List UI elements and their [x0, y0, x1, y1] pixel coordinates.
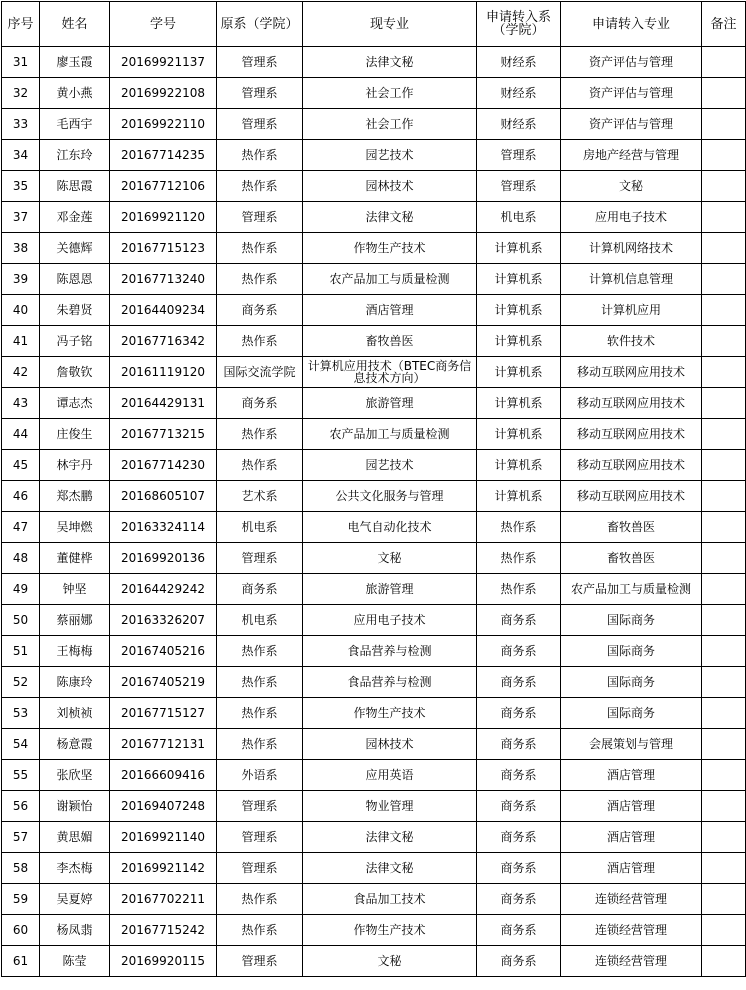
- cell-name: 庄俊生: [40, 419, 110, 450]
- cell-no: 33: [2, 109, 40, 140]
- cell-name: 毛西宇: [40, 109, 110, 140]
- cell-dept: 艺术系: [217, 481, 303, 512]
- cell-dept: 外语系: [217, 760, 303, 791]
- cell-id: 20167716342: [110, 326, 217, 357]
- cell-note: [702, 791, 746, 822]
- header-note: 备注: [702, 2, 746, 47]
- cell-no: 50: [2, 605, 40, 636]
- cell-target-dept: 商务系: [477, 853, 561, 884]
- cell-major: 畜牧兽医: [303, 326, 477, 357]
- cell-target-major: 会展策划与管理: [561, 729, 702, 760]
- cell-target-dept: 计算机系: [477, 419, 561, 450]
- cell-dept: 管理系: [217, 543, 303, 574]
- cell-dept: 热作系: [217, 264, 303, 295]
- cell-note: [702, 884, 746, 915]
- cell-note: [702, 729, 746, 760]
- cell-target-dept: 商务系: [477, 884, 561, 915]
- cell-target-major: 移动互联网应用技术: [561, 419, 702, 450]
- cell-target-major: 酒店管理: [561, 791, 702, 822]
- cell-no: 37: [2, 202, 40, 233]
- cell-target-dept: 管理系: [477, 171, 561, 202]
- cell-note: [702, 946, 746, 977]
- cell-id: 20169921137: [110, 47, 217, 78]
- cell-note: [702, 357, 746, 388]
- cell-target-major: 国际商务: [561, 667, 702, 698]
- cell-major: 园艺技术: [303, 450, 477, 481]
- table-row: [2, 78, 746, 109]
- cell-target-major: 农产品加工与质量检测: [561, 574, 702, 605]
- cell-no: 59: [2, 884, 40, 915]
- cell-id: 20167715123: [110, 233, 217, 264]
- table-row: [2, 543, 746, 574]
- cell-name: 林宇丹: [40, 450, 110, 481]
- cell-target-major: 文秘: [561, 171, 702, 202]
- cell-target-major: 酒店管理: [561, 853, 702, 884]
- cell-target-major: 应用电子技术: [561, 202, 702, 233]
- cell-dept: 商务系: [217, 388, 303, 419]
- cell-name: 李杰梅: [40, 853, 110, 884]
- cell-name: 杨意霞: [40, 729, 110, 760]
- cell-dept: 管理系: [217, 946, 303, 977]
- cell-major: 文秘: [303, 946, 477, 977]
- cell-target-dept: 商务系: [477, 636, 561, 667]
- cell-no: 51: [2, 636, 40, 667]
- cell-no: 34: [2, 140, 40, 171]
- cell-dept: 管理系: [217, 47, 303, 78]
- cell-dept: 商务系: [217, 295, 303, 326]
- cell-no: 35: [2, 171, 40, 202]
- cell-major: 园林技术: [303, 729, 477, 760]
- cell-target-dept: 计算机系: [477, 357, 561, 388]
- cell-name: 吴夏婷: [40, 884, 110, 915]
- cell-target-major: 移动互联网应用技术: [561, 357, 702, 388]
- table-row: [2, 698, 746, 729]
- cell-name: 詹敬钦: [40, 357, 110, 388]
- transfer-table: [1, 1, 746, 977]
- cell-target-dept: 热作系: [477, 512, 561, 543]
- cell-id: 20167715127: [110, 698, 217, 729]
- header-dept: 原系（学院）: [217, 2, 303, 47]
- cell-id: 20169921142: [110, 853, 217, 884]
- cell-dept: 国际交流学院: [217, 357, 303, 388]
- cell-target-dept: 计算机系: [477, 295, 561, 326]
- cell-name: 关德辉: [40, 233, 110, 264]
- cell-target-major: 连锁经营管理: [561, 946, 702, 977]
- table-row: [2, 450, 746, 481]
- cell-name: 蔡丽娜: [40, 605, 110, 636]
- cell-note: [702, 481, 746, 512]
- cell-major: 园艺技术: [303, 140, 477, 171]
- cell-id: 20168605107: [110, 481, 217, 512]
- cell-dept: 热作系: [217, 636, 303, 667]
- cell-name: 郑杰鹏: [40, 481, 110, 512]
- cell-note: [702, 574, 746, 605]
- cell-note: [702, 295, 746, 326]
- cell-major: 食品营养与检测: [303, 667, 477, 698]
- cell-major: 电气自动化技术: [303, 512, 477, 543]
- table-row: [2, 853, 746, 884]
- cell-name: 陈恩恩: [40, 264, 110, 295]
- cell-dept: 管理系: [217, 78, 303, 109]
- table-row: [2, 47, 746, 78]
- cell-no: 39: [2, 264, 40, 295]
- table-row: [2, 884, 746, 915]
- cell-target-dept: 机电系: [477, 202, 561, 233]
- cell-target-dept: 商务系: [477, 760, 561, 791]
- cell-id: 20169921120: [110, 202, 217, 233]
- cell-id: 20169922108: [110, 78, 217, 109]
- cell-target-major: 计算机网络技术: [561, 233, 702, 264]
- cell-id: 20169920136: [110, 543, 217, 574]
- table-row: [2, 667, 746, 698]
- cell-target-dept: 计算机系: [477, 264, 561, 295]
- cell-target-dept: 商务系: [477, 791, 561, 822]
- cell-target-dept: 热作系: [477, 574, 561, 605]
- cell-dept: 热作系: [217, 667, 303, 698]
- cell-major: 法律文秘: [303, 202, 477, 233]
- table-row: [2, 481, 746, 512]
- cell-id: 20167702211: [110, 884, 217, 915]
- cell-id: 20164409234: [110, 295, 217, 326]
- cell-target-dept: 管理系: [477, 140, 561, 171]
- cell-no: 41: [2, 326, 40, 357]
- cell-major: 作物生产技术: [303, 698, 477, 729]
- cell-major: 公共文化服务与管理: [303, 481, 477, 512]
- cell-dept: 热作系: [217, 729, 303, 760]
- cell-id: 20167715242: [110, 915, 217, 946]
- cell-id: 20167405219: [110, 667, 217, 698]
- cell-no: 47: [2, 512, 40, 543]
- cell-target-dept: 商务系: [477, 667, 561, 698]
- cell-major: 应用英语: [303, 760, 477, 791]
- cell-target-major: 移动互联网应用技术: [561, 481, 702, 512]
- cell-dept: 热作系: [217, 233, 303, 264]
- cell-no: 55: [2, 760, 40, 791]
- cell-dept: 热作系: [217, 419, 303, 450]
- cell-target-dept: 计算机系: [477, 481, 561, 512]
- cell-no: 53: [2, 698, 40, 729]
- cell-target-major: 连锁经营管理: [561, 884, 702, 915]
- cell-target-dept: 商务系: [477, 822, 561, 853]
- cell-name: 邓金莲: [40, 202, 110, 233]
- table-row: [2, 574, 746, 605]
- cell-target-major: 国际商务: [561, 698, 702, 729]
- cell-target-major: 房地产经营与管理: [561, 140, 702, 171]
- table-row: [2, 171, 746, 202]
- cell-target-dept: 计算机系: [477, 233, 561, 264]
- header-target-dept: 申请转入系（学院）: [477, 2, 561, 47]
- cell-name: 陈莹: [40, 946, 110, 977]
- cell-note: [702, 388, 746, 419]
- cell-name: 谭志杰: [40, 388, 110, 419]
- cell-id: 20169921140: [110, 822, 217, 853]
- cell-major: 社会工作: [303, 109, 477, 140]
- cell-note: [702, 109, 746, 140]
- cell-target-major: 资产评估与管理: [561, 78, 702, 109]
- cell-no: 58: [2, 853, 40, 884]
- cell-target-major: 计算机信息管理: [561, 264, 702, 295]
- header-no: 序号: [2, 2, 40, 47]
- cell-target-major: 资产评估与管理: [561, 47, 702, 78]
- cell-dept: 热作系: [217, 915, 303, 946]
- cell-target-major: 计算机应用: [561, 295, 702, 326]
- cell-note: [702, 47, 746, 78]
- cell-target-major: 连锁经营管理: [561, 915, 702, 946]
- cell-name: 陈思霞: [40, 171, 110, 202]
- cell-no: 46: [2, 481, 40, 512]
- cell-id: 20167713215: [110, 419, 217, 450]
- cell-no: 44: [2, 419, 40, 450]
- cell-id: 20167713240: [110, 264, 217, 295]
- cell-target-major: 酒店管理: [561, 760, 702, 791]
- cell-major: 食品营养与检测: [303, 636, 477, 667]
- cell-no: 32: [2, 78, 40, 109]
- cell-dept: 管理系: [217, 202, 303, 233]
- cell-target-dept: 计算机系: [477, 388, 561, 419]
- cell-major: 作物生产技术: [303, 233, 477, 264]
- cell-target-dept: 商务系: [477, 729, 561, 760]
- cell-target-dept: 计算机系: [477, 326, 561, 357]
- cell-major: 作物生产技术: [303, 915, 477, 946]
- table-row: [2, 822, 746, 853]
- cell-major: 酒店管理: [303, 295, 477, 326]
- cell-name: 黄小燕: [40, 78, 110, 109]
- cell-no: 60: [2, 915, 40, 946]
- cell-id: 20164429242: [110, 574, 217, 605]
- cell-major: 食品加工技术: [303, 884, 477, 915]
- table-row: [2, 264, 746, 295]
- cell-target-dept: 热作系: [477, 543, 561, 574]
- table-row: [2, 326, 746, 357]
- cell-no: 61: [2, 946, 40, 977]
- cell-note: [702, 233, 746, 264]
- cell-major: 计算机应用技术（BTEC商务信息技术方向）: [303, 357, 477, 388]
- table-row: [2, 357, 746, 388]
- table-row: [2, 729, 746, 760]
- cell-no: 48: [2, 543, 40, 574]
- cell-major: 应用电子技术: [303, 605, 477, 636]
- cell-dept: 热作系: [217, 884, 303, 915]
- cell-no: 54: [2, 729, 40, 760]
- cell-target-dept: 商务系: [477, 605, 561, 636]
- table-row: [2, 295, 746, 326]
- cell-dept: 机电系: [217, 512, 303, 543]
- cell-name: 王梅梅: [40, 636, 110, 667]
- cell-target-dept: 商务系: [477, 915, 561, 946]
- cell-id: 20169407248: [110, 791, 217, 822]
- table-row: [2, 760, 746, 791]
- cell-dept: 机电系: [217, 605, 303, 636]
- header-name: 姓名: [40, 2, 110, 47]
- cell-note: [702, 760, 746, 791]
- cell-no: 57: [2, 822, 40, 853]
- cell-note: [702, 667, 746, 698]
- cell-dept: 热作系: [217, 698, 303, 729]
- cell-note: [702, 512, 746, 543]
- cell-dept: 热作系: [217, 140, 303, 171]
- cell-note: [702, 698, 746, 729]
- cell-no: 31: [2, 47, 40, 78]
- cell-id: 20167405216: [110, 636, 217, 667]
- cell-name: 董健桦: [40, 543, 110, 574]
- cell-name: 冯子铭: [40, 326, 110, 357]
- cell-target-major: 软件技术: [561, 326, 702, 357]
- cell-name: 江东玲: [40, 140, 110, 171]
- cell-target-major: 国际商务: [561, 636, 702, 667]
- cell-no: 42: [2, 357, 40, 388]
- table-row: [2, 419, 746, 450]
- cell-id: 20161119120: [110, 357, 217, 388]
- cell-dept: 热作系: [217, 450, 303, 481]
- cell-major: 法律文秘: [303, 853, 477, 884]
- cell-name: 朱碧贤: [40, 295, 110, 326]
- cell-name: 吴坤燃: [40, 512, 110, 543]
- cell-name: 黄思媚: [40, 822, 110, 853]
- cell-target-dept: 财经系: [477, 47, 561, 78]
- cell-id: 20167712106: [110, 171, 217, 202]
- cell-note: [702, 140, 746, 171]
- cell-target-dept: 商务系: [477, 946, 561, 977]
- cell-note: [702, 636, 746, 667]
- cell-id: 20169920115: [110, 946, 217, 977]
- cell-note: [702, 915, 746, 946]
- cell-major: 法律文秘: [303, 47, 477, 78]
- cell-id: 20163326207: [110, 605, 217, 636]
- cell-major: 园林技术: [303, 171, 477, 202]
- table-row: [2, 915, 746, 946]
- cell-note: [702, 264, 746, 295]
- cell-target-major: 畜牧兽医: [561, 512, 702, 543]
- cell-major: 社会工作: [303, 78, 477, 109]
- cell-no: 45: [2, 450, 40, 481]
- cell-target-major: 移动互联网应用技术: [561, 388, 702, 419]
- table-row: [2, 388, 746, 419]
- cell-name: 廖玉霞: [40, 47, 110, 78]
- cell-target-major: 资产评估与管理: [561, 109, 702, 140]
- cell-dept: 管理系: [217, 853, 303, 884]
- cell-dept: 管理系: [217, 791, 303, 822]
- cell-note: [702, 822, 746, 853]
- cell-major: 法律文秘: [303, 822, 477, 853]
- cell-name: 谢颖怡: [40, 791, 110, 822]
- table-row: [2, 109, 746, 140]
- cell-note: [702, 419, 746, 450]
- cell-id: 20169922110: [110, 109, 217, 140]
- cell-major: 旅游管理: [303, 388, 477, 419]
- cell-name: 钟坚: [40, 574, 110, 605]
- cell-dept: 商务系: [217, 574, 303, 605]
- cell-id: 20167714230: [110, 450, 217, 481]
- cell-target-major: 国际商务: [561, 605, 702, 636]
- table-row: [2, 140, 746, 171]
- cell-dept: 管理系: [217, 822, 303, 853]
- cell-name: 刘桢祯: [40, 698, 110, 729]
- table-row: [2, 233, 746, 264]
- table-row: [2, 512, 746, 543]
- cell-note: [702, 326, 746, 357]
- cell-id: 20166609416: [110, 760, 217, 791]
- table-row: [2, 791, 746, 822]
- cell-no: 56: [2, 791, 40, 822]
- cell-note: [702, 78, 746, 109]
- cell-target-major: 畜牧兽医: [561, 543, 702, 574]
- cell-target-dept: 财经系: [477, 109, 561, 140]
- cell-target-dept: 计算机系: [477, 450, 561, 481]
- header-major: 现专业: [303, 2, 477, 47]
- cell-note: [702, 853, 746, 884]
- cell-no: 40: [2, 295, 40, 326]
- cell-id: 20167714235: [110, 140, 217, 171]
- cell-id: 20167712131: [110, 729, 217, 760]
- cell-no: 43: [2, 388, 40, 419]
- cell-target-major: 移动互联网应用技术: [561, 450, 702, 481]
- cell-dept: 热作系: [217, 326, 303, 357]
- cell-major: 农产品加工与质量检测: [303, 264, 477, 295]
- cell-target-dept: 商务系: [477, 698, 561, 729]
- header-id: 学号: [110, 2, 217, 47]
- cell-name: 陈康玲: [40, 667, 110, 698]
- cell-major: 物业管理: [303, 791, 477, 822]
- cell-id: 20163324114: [110, 512, 217, 543]
- cell-id: 20164429131: [110, 388, 217, 419]
- cell-name: 杨凤翡: [40, 915, 110, 946]
- cell-no: 38: [2, 233, 40, 264]
- cell-note: [702, 171, 746, 202]
- cell-no: 49: [2, 574, 40, 605]
- table-body: [2, 47, 746, 977]
- cell-target-major: 酒店管理: [561, 822, 702, 853]
- cell-target-dept: 财经系: [477, 78, 561, 109]
- cell-major: 农产品加工与质量检测: [303, 419, 477, 450]
- cell-dept: 管理系: [217, 109, 303, 140]
- header-row: [2, 2, 746, 47]
- cell-note: [702, 450, 746, 481]
- table-row: [2, 636, 746, 667]
- cell-no: 52: [2, 667, 40, 698]
- cell-name: 张欣坚: [40, 760, 110, 791]
- header-target-major: 申请转入专业: [561, 2, 702, 47]
- cell-note: [702, 605, 746, 636]
- table-row: [2, 202, 746, 233]
- cell-dept: 热作系: [217, 171, 303, 202]
- cell-major: 旅游管理: [303, 574, 477, 605]
- cell-note: [702, 202, 746, 233]
- table-row: [2, 946, 746, 977]
- table-row: [2, 605, 746, 636]
- cell-major: 文秘: [303, 543, 477, 574]
- cell-note: [702, 543, 746, 574]
